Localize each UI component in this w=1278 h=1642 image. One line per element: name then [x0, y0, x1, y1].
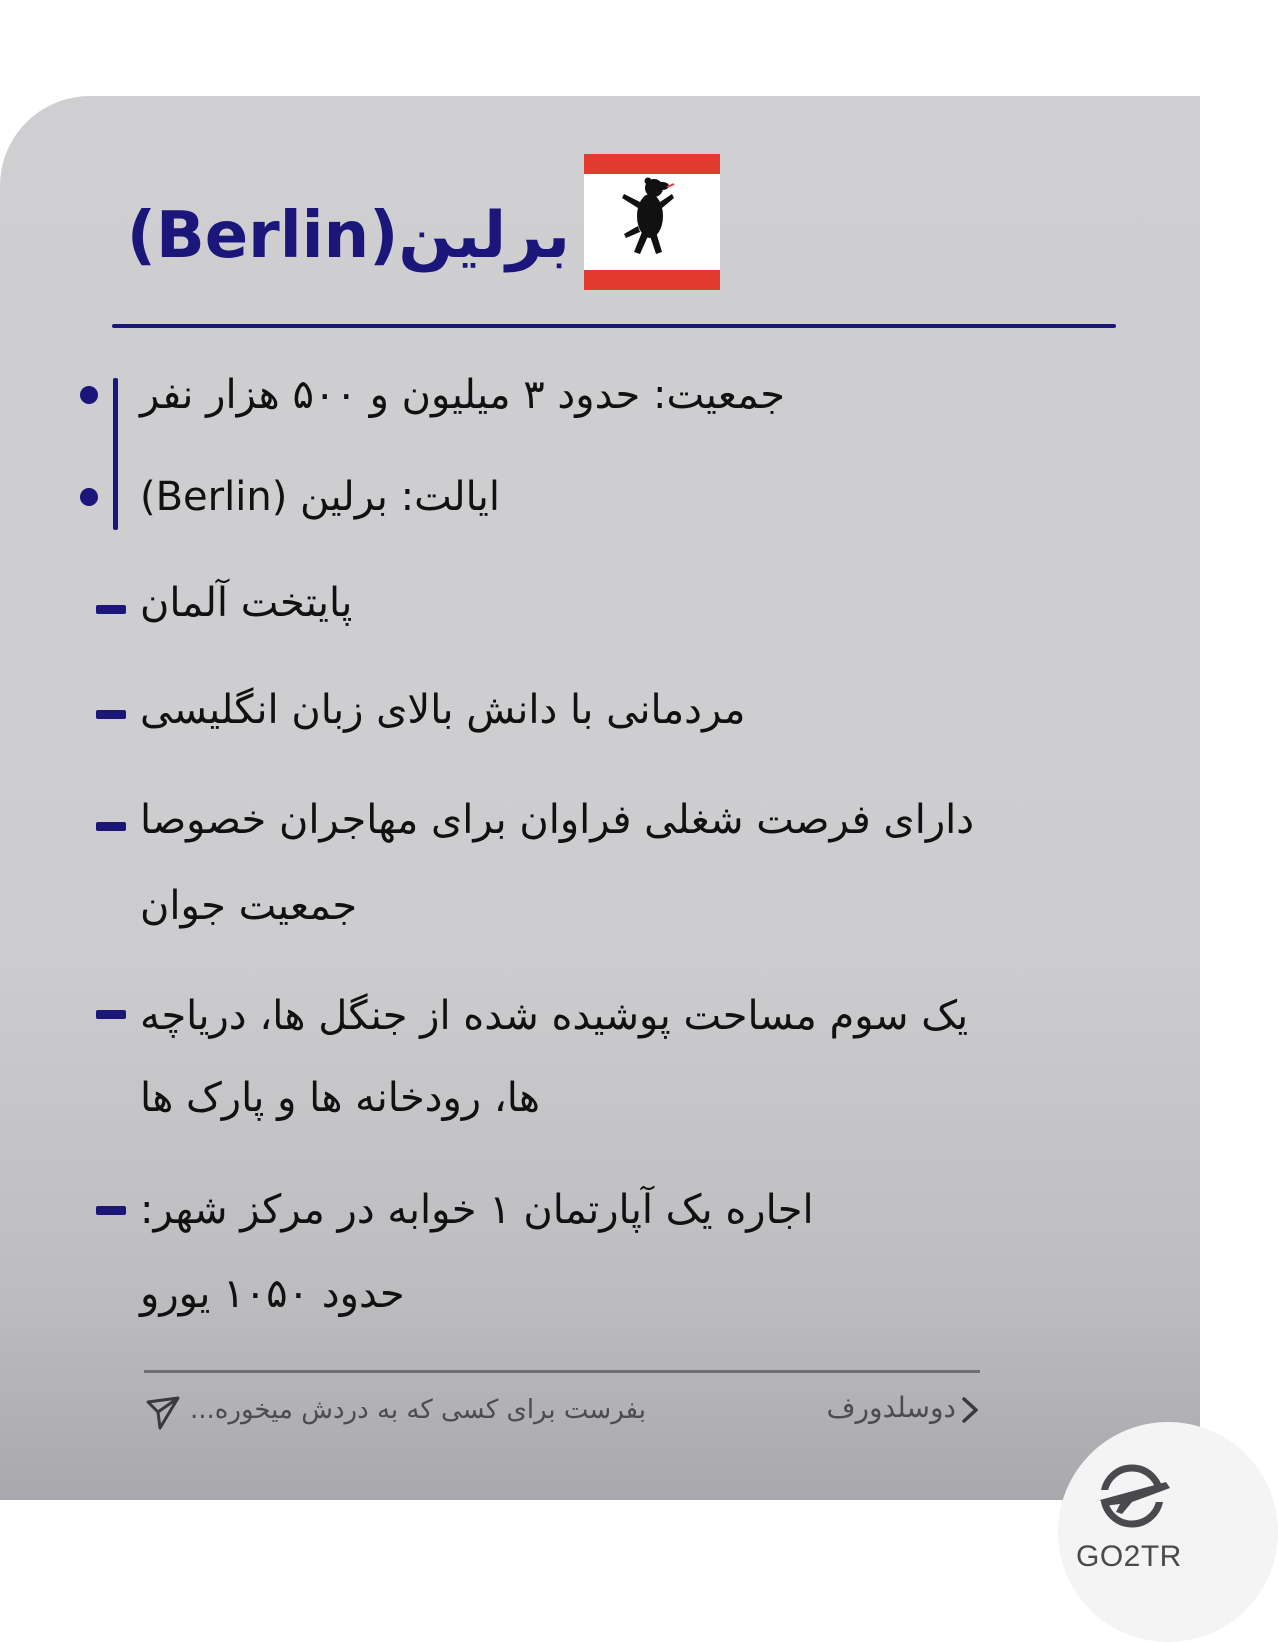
bullet-dot [80, 386, 98, 404]
feature-jobs-line2: جمعیت جوان [140, 883, 358, 929]
fact-state: ایالت: برلین (Berlin) [140, 474, 501, 520]
fact-population: جمعیت: حدود ۳ میلیون و ۵۰۰ هزار نفر [140, 372, 785, 418]
send-icon[interactable] [144, 1394, 182, 1432]
title-divider [112, 324, 1116, 328]
bullet-dash [96, 605, 126, 614]
next-city-link[interactable]: دوسلدورف [826, 1391, 956, 1424]
facts-accent-bar [113, 378, 118, 530]
feature-rent-line2: حدود ۱۰۵۰ یورو [140, 1271, 405, 1317]
bullet-dash [96, 1010, 126, 1019]
bullet-dash [96, 822, 126, 831]
feature-nature-line1: یک سوم مساحت پوشیده شده از جنگل ها، دریاچه [140, 993, 969, 1039]
feature-rent-line1: اجاره یک آپارتمان ۱ خوابه در مرکز شهر: [140, 1187, 814, 1233]
berlin-bear-flag-icon [584, 154, 720, 290]
feature-english: مردمانی با دانش بالای زبان انگلیسی [140, 687, 746, 733]
share-prompt[interactable]: بفرست برای کسی که به دردش میخوره... [190, 1395, 646, 1425]
chevron-right-icon[interactable] [958, 1396, 982, 1424]
bullet-dash [96, 710, 126, 719]
brand-name: GO2TR [1076, 1540, 1182, 1573]
page-title: برلین(Berlin) [126, 199, 570, 273]
brand-badge [1058, 1422, 1278, 1642]
feature-capital: پایتخت آلمان [140, 580, 353, 626]
bullet-dot [80, 488, 98, 506]
bullet-dash [96, 1206, 126, 1215]
go2tr-plane-logo-icon [1092, 1460, 1176, 1530]
feature-jobs-line1: دارای فرصت شغلی فراوان برای مهاجران خصوصا [140, 797, 975, 843]
footer-divider [144, 1370, 980, 1373]
feature-nature-line2: ها، رودخانه ها و پارک ها [140, 1075, 541, 1121]
info-card [0, 96, 1200, 1573]
